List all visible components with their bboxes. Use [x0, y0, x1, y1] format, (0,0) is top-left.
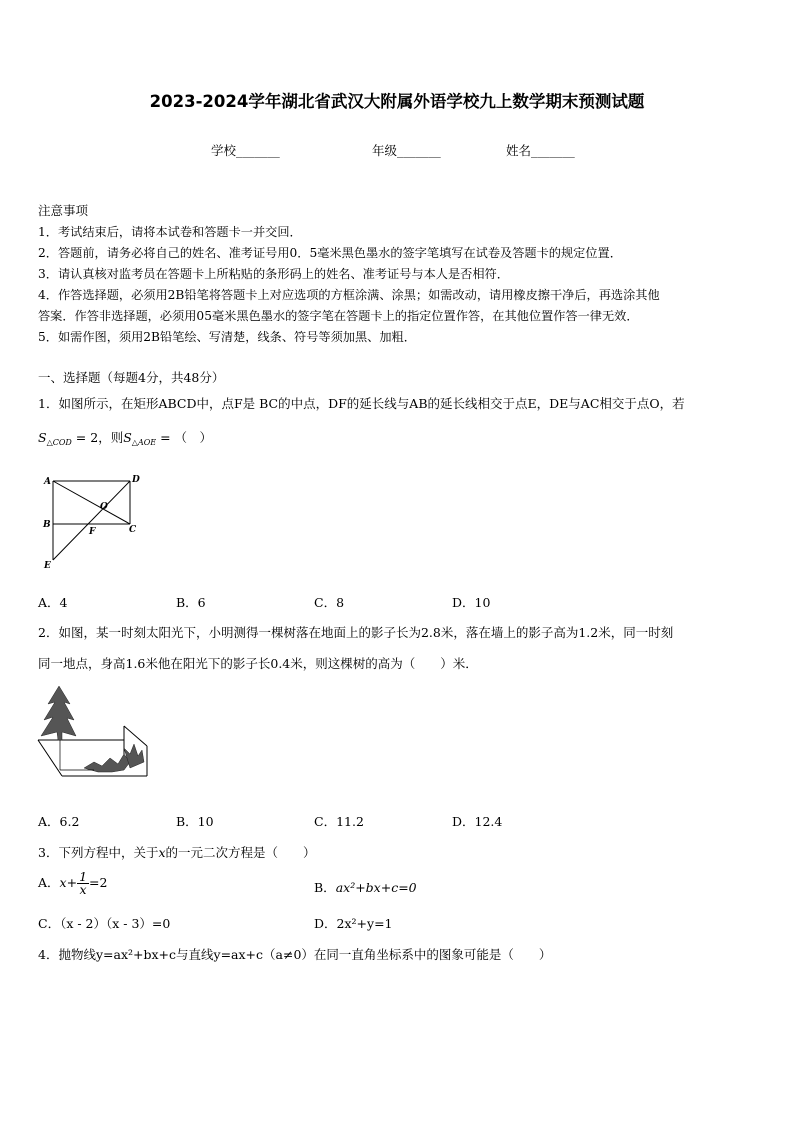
q3-a-x: x+ — [59, 875, 78, 890]
label-D: D — [132, 475, 140, 485]
q1-sub-cod: △COD — [46, 438, 72, 447]
q1-option-b: B．6 — [176, 595, 206, 610]
grade-field — [372, 141, 441, 159]
school-field — [211, 141, 280, 159]
grade-label: 年级 — [372, 143, 398, 158]
label-F: F — [89, 527, 96, 537]
q1-text: 1．如图所示，在矩形ABCD中，点F是 BC的中点，DF的延长线与AB的延长线相交于点E，DE与AC相交于点O，若 — [38, 396, 685, 411]
page-title: 2023-2024学年湖北省武汉大附属外语学校九上数学期末预测试题 — [149, 92, 645, 111]
q1-option-d: D．10 — [452, 595, 491, 610]
q3-text — [38, 844, 316, 862]
name-label: 姓名 — [506, 143, 532, 158]
q3-b-label: B． — [314, 880, 336, 895]
section-heading: 一、选择题（每题4分，共48分） — [38, 370, 225, 385]
label-B: B — [43, 520, 51, 530]
q2-option-b: B．10 — [176, 814, 214, 829]
q2-line2: 同一地点，身高1.6米他在阳光下的影子长0.4米，则这棵树的高为（ ）米． — [38, 656, 478, 671]
q1-condition — [38, 429, 212, 452]
grade-blank: _______ — [397, 143, 441, 158]
school-label: 学校 — [211, 143, 237, 158]
q2-option-c: C．11.2 — [314, 814, 364, 829]
name-field — [506, 141, 575, 159]
q3-option-d — [314, 914, 393, 932]
q1-option-c: C．8 — [314, 595, 345, 610]
q3-a-eq: =2 — [89, 875, 108, 890]
q2-option-d: D．12.4 — [452, 814, 503, 829]
q3-option-c: C．（x - 2）（x - 3）=0 — [38, 916, 171, 931]
q4-text: 4．抛物线y=ax²+bx+c与直线y=ax+c（a≠0）在同一直角坐标系中的图象可能是（ ） — [38, 947, 552, 962]
label-A: A — [44, 477, 51, 487]
notice-item-2: 2．答题前，请务必将自己的姓名、准考证号用0．5毫米黑色墨水的签字笔填写在试卷及答题卡的规定位置． — [38, 246, 622, 260]
q1-end: = （ ） — [156, 430, 213, 445]
q1-option-a: A．4 — [38, 595, 68, 610]
q2-tree-figure — [34, 682, 154, 784]
q3-var: x — [158, 845, 166, 860]
q2-line1: 2．如图，某一时刻太阳光下，小明测得一棵树落在地面上的影子长为2.8米，落在墙上的影子高为1.2米，同一时刻 — [38, 625, 674, 640]
q1-eq: = 2 — [71, 430, 99, 445]
q3-a-fraction — [77, 871, 89, 896]
q3-a-label: A． — [38, 875, 60, 890]
q3-pre: 3．下列方程中，关于 — [38, 845, 159, 860]
school-blank: _______ — [236, 143, 280, 158]
q3-d-label: D． — [314, 916, 337, 931]
q3-option-a — [38, 871, 107, 896]
label-E: E — [44, 561, 51, 571]
q1-mid: ，则 — [98, 430, 124, 445]
label-O: O — [100, 502, 108, 512]
notice-item-1: 1．考试结束后，请将本试卷和答题卡一并交回． — [38, 225, 302, 239]
notice-item-4-cont: 答案．作答非选择题，必须用05毫米黑色墨水的签字笔在答题卡上的指定位置作答，在其他位置作答一律无效． — [38, 309, 639, 323]
notice-item-5: 5．如需作图，须用2B铅笔绘、写清楚，线条、符号等须加黑、加粗． — [38, 330, 416, 344]
notice-item-3: 3．请认真核对监考员在答题卡上所粘贴的条形码上的姓名、准考证号与本人是否相符． — [38, 267, 509, 281]
q1-sub-aoe: △AOE — [131, 438, 157, 447]
label-C: C — [129, 525, 137, 535]
q1-s1: S — [38, 430, 47, 445]
q3-a-num: 1 — [79, 869, 88, 884]
q3-a-den: x — [79, 882, 87, 897]
notice-item-4: 4．作答选择题，必须用2B铅笔将答题卡上对应选项的方框涂满、涂黑；如需改动，请用橡皮擦干净后，再选涂其他 — [38, 288, 660, 302]
name-blank: _______ — [531, 143, 575, 158]
q1-s2: S — [123, 430, 132, 445]
q3-b-expr: ax²+bx+c=0 — [335, 880, 417, 895]
q1-figure — [36, 470, 148, 574]
q2-option-a: A．6.2 — [38, 814, 80, 829]
notice-heading: 注意事项 — [38, 203, 89, 218]
q3-d-expr: 2x²+y=1 — [336, 916, 393, 931]
q3-option-b — [314, 878, 417, 896]
q3-post: 的一元二次方程是（ ） — [165, 845, 316, 860]
